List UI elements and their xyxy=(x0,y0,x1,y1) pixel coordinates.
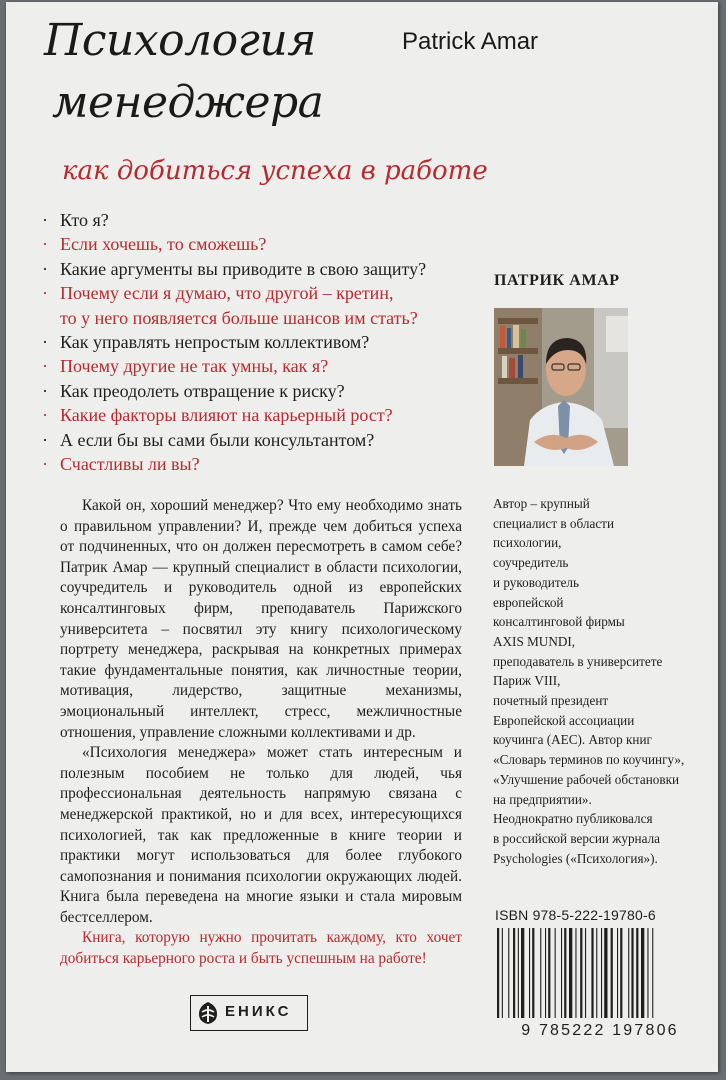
author-name-latin: Patrick Amar xyxy=(402,28,539,55)
question-item xyxy=(40,281,470,305)
description-paragraph-1: Какой он, хороший менеджер? Что ему необходимо знать о правильном управлении? И, прежде чем добиться успеха от подчиненных, что он должен пересмотреть в самом себе? Патрик Амар — крупный специалист в области психологии, соучредитель и руководитель одной из европейских консалтинговых фирм, преподаватель Парижского университета – посвятил эту книгу психологическому портрету менеджера, раскрывая на конкретных примерах такие фундаментальные понятия, как личностные теории, мотивация, лидерство, защитные механизмы, эмоциональный интеллект, стресс, межличностные отношения, управление сложными коллективами и др. xyxy=(60,497,462,741)
bullet-icon: · xyxy=(42,258,48,279)
description-paragraph-2: «Психология менеджера» может стать интересным и полезным пособием не только для людей, чья профессиональная деятельность напрямую связана с менеджерской практикой, но и для всех, интересующихся психологией, так как предложенные в книге теории и практики могут использоваться для более глубокого самопознания и понимания психологии окружающих людей. Книга была переведена на многие языки и стала мировым бестселлером. xyxy=(60,744,462,926)
question-text: Как управлять непростым коллективом? xyxy=(60,332,370,353)
bullet-icon: · xyxy=(42,283,48,304)
question-item xyxy=(40,232,470,256)
bio-line: «Улучшение рабочей обстановки xyxy=(493,771,680,787)
bio-line: европейской xyxy=(493,594,564,610)
bullet-icon: · xyxy=(42,332,48,353)
bullet-icon: · xyxy=(42,405,48,426)
book-title-line-1: Психология xyxy=(44,15,316,66)
question-text: Кто я? xyxy=(60,210,109,230)
question-text: А если бы вы сами были консультантом? xyxy=(60,429,375,450)
book-title-line-2: менеджера xyxy=(52,77,324,128)
bio-line: Неоднократно публиковался xyxy=(493,811,653,827)
question-text: то у него появляется больше шансов им стать? xyxy=(60,307,418,328)
book-subtitle: как добиться успеха в работе xyxy=(62,156,488,186)
author-portrait-photo xyxy=(494,308,628,466)
author-heading: ПАТРИК АМАР xyxy=(494,272,620,289)
bio-line: психологии, xyxy=(493,535,562,551)
question-item xyxy=(40,208,470,232)
question-text: Как преодолеть отвращение к риску? xyxy=(60,380,345,401)
bullet-icon: · xyxy=(42,210,48,230)
bio-line: и руководитель xyxy=(493,574,580,590)
description-closing-line: Книга, которую нужно прочитать каждому, кто хочет добиться карьерного роста и быть успешным на работе! xyxy=(60,929,462,968)
question-item xyxy=(40,452,470,476)
bio-line: «Словарь терминов по коучингу», xyxy=(493,752,685,768)
question-text: Если хочешь, то сможешь? xyxy=(60,234,267,255)
publisher-name: ЕНИКС xyxy=(225,1003,292,1020)
bio-line: специалист в области xyxy=(493,515,615,531)
book-back-cover xyxy=(6,2,718,1072)
question-text: Счастливы ли вы? xyxy=(60,454,200,475)
question-list xyxy=(40,208,470,476)
bio-line: на предприятии». xyxy=(493,791,592,807)
question-item xyxy=(40,428,470,452)
isbn-number: ISBN 978-5-222-19780-6 xyxy=(495,907,656,923)
bullet-icon: · xyxy=(42,356,48,377)
question-item xyxy=(40,257,470,281)
question-item xyxy=(40,403,470,427)
bio-line: Париж VIII, xyxy=(493,673,561,689)
author-portrait-icon xyxy=(494,308,628,466)
publisher-logo xyxy=(190,995,308,1031)
bio-line: почетный президент xyxy=(493,693,609,709)
bullet-icon: · xyxy=(42,429,48,450)
bio-line: Автор – крупный xyxy=(493,496,590,511)
question-text: Какие аргументы вы приводите в свою защиту? xyxy=(60,258,427,279)
question-text: Какие факторы влияют на карьерный рост? xyxy=(60,405,393,426)
bio-line: в российской версии журнала xyxy=(493,830,661,846)
question-item xyxy=(40,379,470,403)
bullet-icon: · xyxy=(42,380,48,401)
author-bio xyxy=(493,494,709,868)
bio-line: консалтинговой фирмы xyxy=(493,614,625,630)
question-text: Почему если я думаю, что другой – кретин, xyxy=(60,283,394,304)
question-item xyxy=(40,306,470,330)
bio-line: преподаватель в университете xyxy=(493,653,663,669)
bullet-icon: · xyxy=(42,454,48,475)
bio-line: Европейской ассоциации xyxy=(493,712,635,728)
bio-line: AXIS MUNDI, xyxy=(493,633,576,649)
bio-line: Psychologies («Психология»). xyxy=(493,850,658,866)
bio-line: соучредитель xyxy=(493,555,569,571)
question-item xyxy=(40,330,470,354)
bullet-icon: · xyxy=(42,234,48,255)
barcode-digits: 9 785222 197806 xyxy=(521,1022,679,1039)
feniks-logo-mark-icon xyxy=(195,1000,221,1026)
book-description xyxy=(60,496,462,970)
bio-line: коучинга (AEC). Автор книг xyxy=(493,732,652,748)
question-text: Почему другие не так умны, как я? xyxy=(60,356,329,377)
question-item xyxy=(40,354,470,378)
barcode-icon xyxy=(495,928,705,1018)
